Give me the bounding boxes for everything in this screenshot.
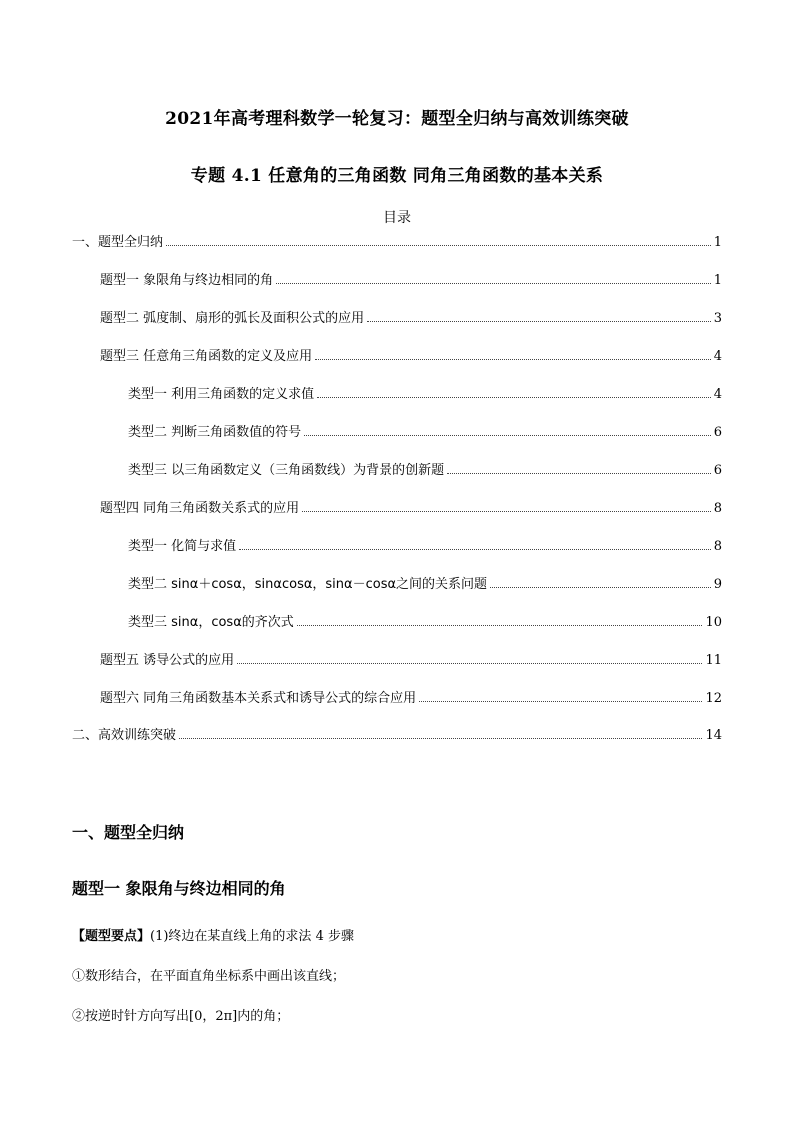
document-subtitle: 专题 4.1 任意角的三角函数 同角三角函数的基本关系 xyxy=(190,166,604,186)
toc-entry-page: 6 xyxy=(713,425,722,440)
toc-entry-label: 题型二 弧度制、扇形的弧长及面积公式的应用 xyxy=(100,311,365,326)
toc-entry-label: 二、高效训练突破 xyxy=(72,728,177,743)
toc-leader-dots xyxy=(317,397,711,398)
toc-entry-label: 题型一 象限角与终边相同的角 xyxy=(100,273,274,288)
toc-entry[interactable] xyxy=(128,570,722,592)
toc-entry-page: 14 xyxy=(705,728,722,743)
toc-entry-label: 题型四 同角三角函数关系式的应用 xyxy=(100,501,300,516)
toc-leader-dots xyxy=(419,701,702,702)
toc-leader-dots xyxy=(302,511,711,512)
toc-entry-label: 题型五 诱导公式的应用 xyxy=(100,653,235,668)
subsection-heading: 题型一 象限角与终边相同的角 xyxy=(72,879,286,898)
toc-entry-page: 1 xyxy=(713,235,722,250)
toc-entry-label: 题型三 任意角三角函数的定义及应用 xyxy=(100,349,313,364)
toc-entry[interactable] xyxy=(72,228,722,250)
toc-entry-page: 4 xyxy=(713,387,722,402)
toc-entry-label: 类型一 利用三角函数的定义求值 xyxy=(128,387,315,402)
toc-entry-label: 题型六 同角三角函数基本关系式和诱导公式的综合应用 xyxy=(100,691,417,706)
toc-entry[interactable] xyxy=(128,380,722,402)
key-point-label: 【题型要点】 xyxy=(72,929,151,944)
toc-entry[interactable] xyxy=(100,342,722,364)
key-point-text: (1)终边在某直线上角的求法 4 步骤 xyxy=(150,929,354,944)
toc-leader-dots xyxy=(166,245,711,246)
toc-entry-label: 类型一 化简与求值 xyxy=(128,539,237,554)
toc-leader-dots xyxy=(237,663,702,664)
toc-entry[interactable] xyxy=(128,608,722,630)
toc-leader-dots xyxy=(239,549,711,550)
toc-entry[interactable] xyxy=(100,684,722,706)
toc-entry-page: 6 xyxy=(713,463,722,478)
toc-entry[interactable] xyxy=(72,721,722,743)
toc-entry[interactable] xyxy=(100,304,722,326)
toc-leader-dots xyxy=(297,625,703,626)
toc-entry-page: 1 xyxy=(713,273,722,288)
toc-entry[interactable] xyxy=(128,456,722,478)
toc-entry-label: 类型二 sinα＋cosα，sinαcosα，sinα－cosα之间的关系问题 xyxy=(128,577,488,592)
toc-leader-dots xyxy=(179,738,702,739)
step-1-paragraph: ①数形结合，在平面直角坐标系中画出该直线； xyxy=(72,969,346,984)
toc-entry-page: 8 xyxy=(713,501,722,516)
toc-entry[interactable] xyxy=(100,266,722,288)
toc-entry[interactable] xyxy=(128,418,722,440)
toc-leader-dots xyxy=(304,435,711,436)
document-title: 2021年高考理科数学一轮复习：题型全归纳与高效训练突破 xyxy=(165,109,629,129)
section-heading: 一、题型全归纳 xyxy=(72,823,185,842)
toc-entry[interactable] xyxy=(100,494,722,516)
toc-entry-label: 类型三 sinα，cosα的齐次式 xyxy=(128,615,294,630)
toc-entry-label: 类型三 以三角函数定义（三角函数线）为背景的创新题 xyxy=(128,463,445,478)
toc-leader-dots xyxy=(276,283,711,284)
toc-entry[interactable] xyxy=(100,646,722,668)
toc-leader-dots xyxy=(490,587,711,588)
toc-heading: 目录 xyxy=(383,210,411,226)
toc-entry-page: 3 xyxy=(713,311,722,326)
toc-entry-label: 类型二 判断三角函数值的符号 xyxy=(128,425,302,440)
toc-entry-page: 4 xyxy=(713,349,722,364)
toc-entry-page: 9 xyxy=(713,577,722,592)
toc-entry-page: 12 xyxy=(705,691,722,706)
step-2-paragraph: ②按逆时针方向写出[0，2π]内的角； xyxy=(72,1009,290,1024)
toc-entry-label: 一、题型全归纳 xyxy=(72,235,164,250)
key-point-paragraph xyxy=(72,925,354,944)
toc-leader-dots xyxy=(447,473,711,474)
toc-entry-page: 11 xyxy=(705,653,722,668)
toc-entry-page: 10 xyxy=(705,615,722,630)
toc-leader-dots xyxy=(315,359,711,360)
toc-entry-page: 8 xyxy=(713,539,722,554)
toc-entry[interactable] xyxy=(128,532,722,554)
toc-leader-dots xyxy=(367,321,711,322)
